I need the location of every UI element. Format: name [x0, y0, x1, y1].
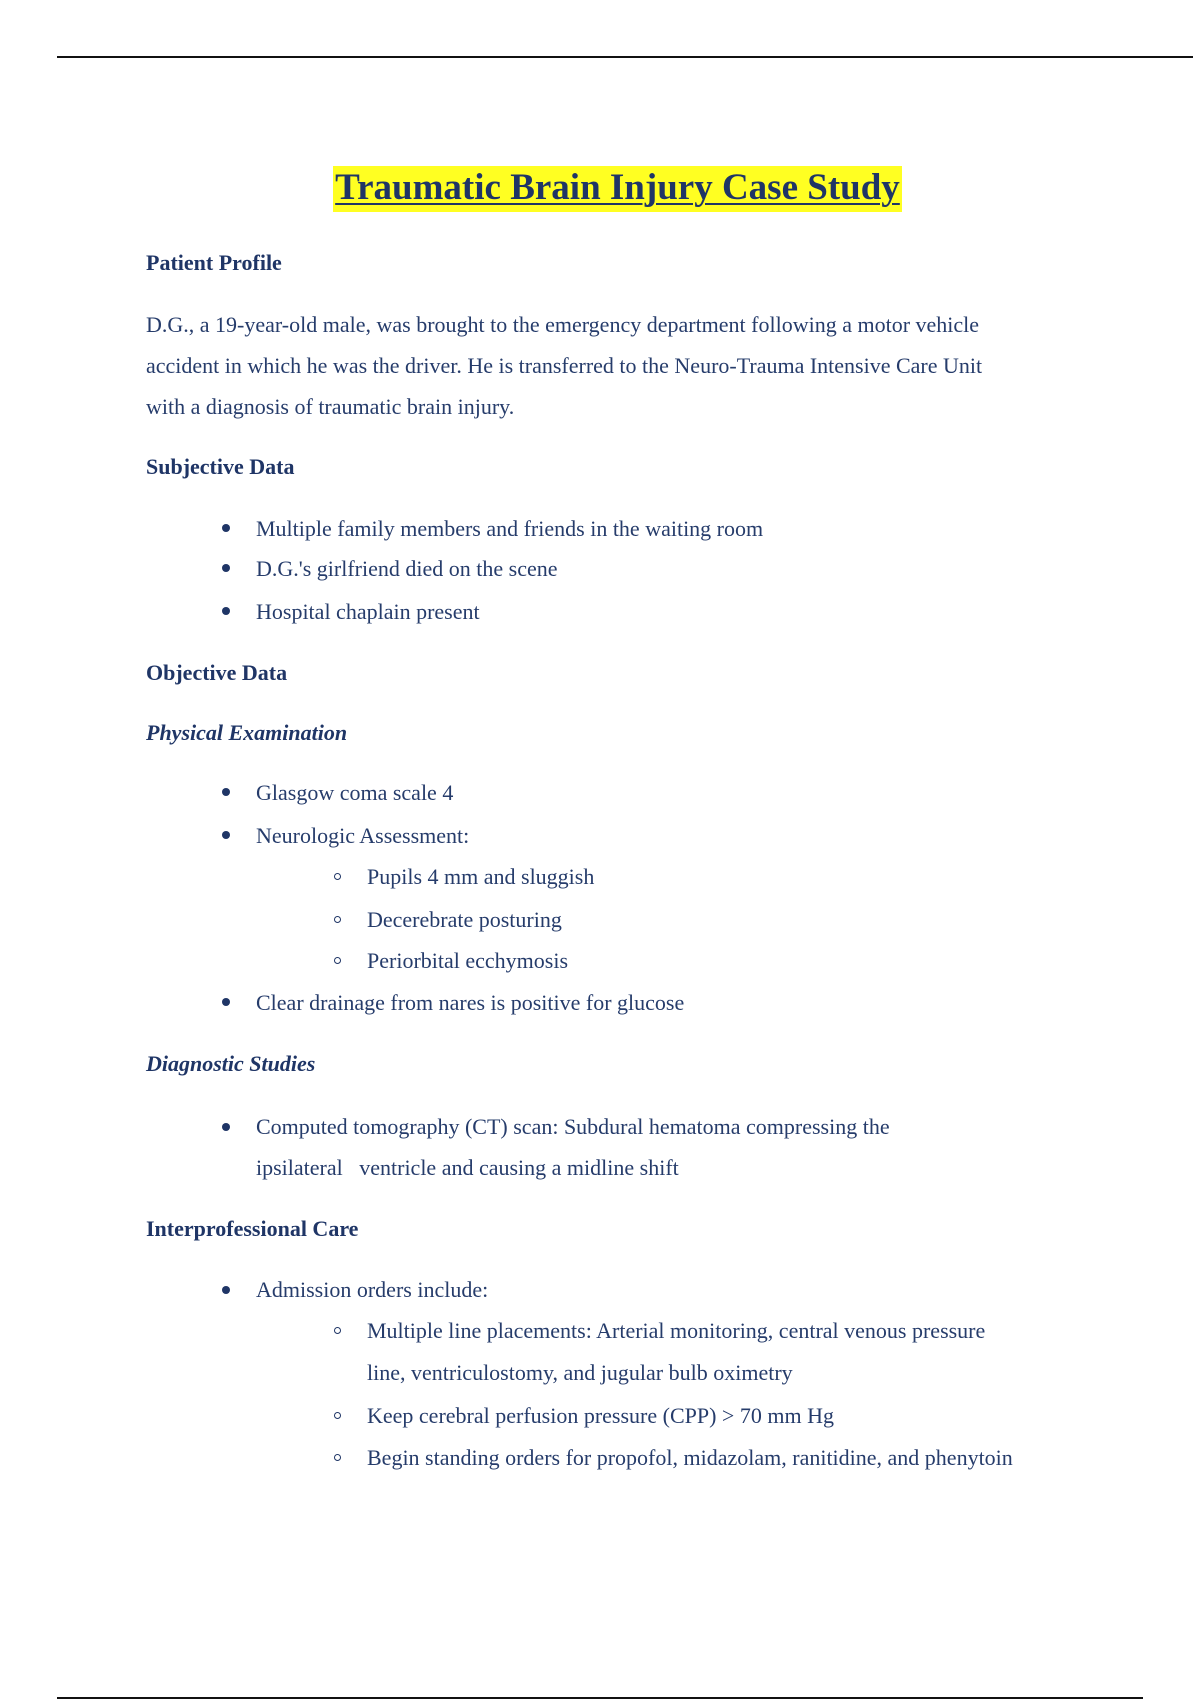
bullet-icon	[222, 1123, 230, 1131]
subjective-item: Multiple family members and friends in the waiting room	[256, 516, 764, 541]
admission-sub-item: Keep cerebral perfusion pressure (CPP) > 70 mm Hg	[367, 1403, 834, 1428]
patient-profile-line-1: D.G., a 19-year-old male, was brought to the emergency department following a motor vehicle	[146, 312, 980, 337]
heading-subjective-data: Subjective Data	[146, 454, 295, 479]
subjective-item: D.G.'s girlfriend died on the scene	[256, 556, 558, 581]
bullet-icon	[222, 831, 230, 839]
footer-rule	[57, 1697, 1143, 1699]
diagnostic-item-line-2: ipsilateral ventricle and causing a midline shift	[256, 1155, 679, 1180]
bullet-icon	[222, 564, 230, 572]
interprofessional-item: Admission orders include:	[256, 1277, 489, 1302]
neurologic-sub-item: Periorbital ecchymosis	[367, 948, 569, 973]
header-rule	[57, 56, 1193, 58]
patient-profile-line-2: accident in which he was the driver. He is transferred to the Neuro-Trauma Intensive Care Unit	[146, 353, 983, 378]
patient-profile-line-3: with a diagnosis of traumatic brain injury.	[146, 394, 515, 419]
bullet-icon	[222, 998, 230, 1006]
circle-bullet-icon	[334, 957, 341, 964]
heading-interprofessional-care: Interprofessional Care	[146, 1216, 359, 1241]
circle-bullet-icon	[334, 1454, 341, 1461]
circle-bullet-icon	[334, 916, 341, 923]
bullet-icon	[222, 607, 230, 615]
bullet-icon	[222, 788, 230, 796]
admission-sub-item-line-1: Multiple line placements: Arterial monitoring, central venous pressure	[367, 1318, 986, 1343]
heading-patient-profile: Patient Profile	[146, 250, 282, 275]
bullet-icon	[222, 524, 230, 532]
heading-physical-examination: Physical Examination	[146, 720, 348, 745]
admission-sub-item: Begin standing orders for propofol, midazolam, ranitidine, and phenytoin	[367, 1445, 1013, 1470]
title-container	[0, 166, 1200, 212]
document-title: Traumatic Brain Injury Case Study	[333, 166, 902, 212]
subjective-item: Hospital chaplain present	[256, 599, 480, 624]
bullet-icon	[222, 1286, 230, 1294]
physical-exam-item: Glasgow coma scale 4	[256, 780, 454, 805]
neurologic-sub-item: Pupils 4 mm and sluggish	[367, 864, 595, 889]
circle-bullet-icon	[334, 873, 341, 880]
heading-diagnostic-studies: Diagnostic Studies	[146, 1051, 316, 1076]
physical-exam-item: Clear drainage from nares is positive for glucose	[256, 990, 685, 1015]
admission-sub-item-line-2: line, ventriculostomy, and jugular bulb oximetry	[367, 1360, 793, 1385]
circle-bullet-icon	[334, 1412, 341, 1419]
physical-exam-item: Neurologic Assessment:	[256, 823, 470, 848]
heading-objective-data: Objective Data	[146, 660, 288, 685]
neurologic-sub-item: Decerebrate posturing	[367, 907, 562, 932]
diagnostic-item-line-1: Computed tomography (CT) scan: Subdural hematoma compressing the	[256, 1114, 890, 1139]
circle-bullet-icon	[334, 1327, 341, 1334]
